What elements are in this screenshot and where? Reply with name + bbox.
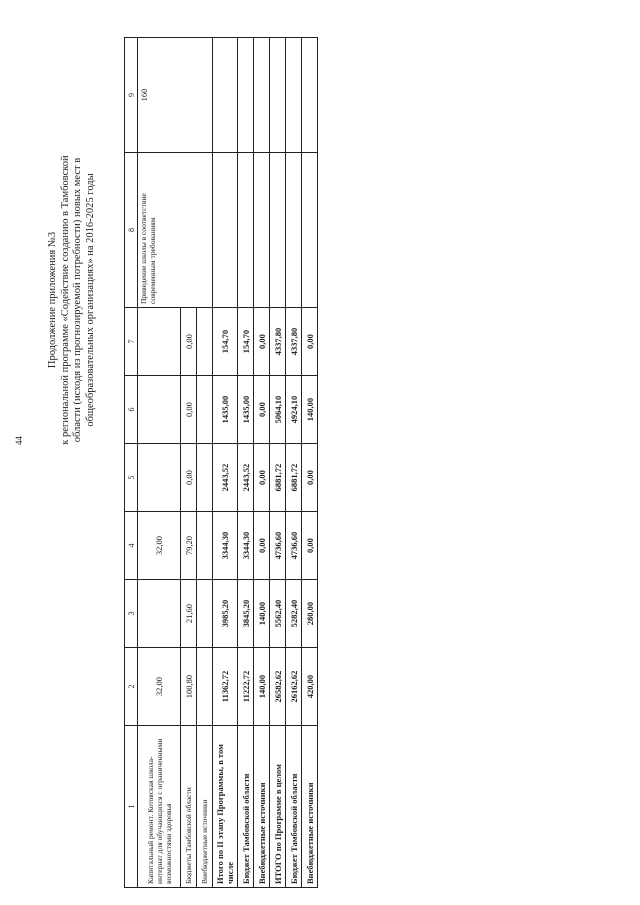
table-cell: 4736,60 — [286, 512, 302, 580]
table-cell: 2443,52 — [238, 444, 254, 512]
row-name: Внебюджетные источники — [254, 726, 270, 888]
column-number: 8 — [125, 153, 138, 308]
table-cell: 4924,10 — [286, 376, 302, 444]
table-cell: 6881,72 — [286, 444, 302, 512]
table-cell: 4736,60 — [270, 512, 286, 580]
table-cell-result: Приведение школы в соответствие современным требованиям — [138, 153, 213, 308]
table-cell — [197, 308, 213, 376]
column-number: 5 — [125, 444, 138, 512]
header-line-1: Продолжение приложения №3 — [47, 231, 58, 369]
column-number: 7 — [125, 308, 138, 376]
page-number: 44 — [14, 436, 24, 445]
table-cell: 0,00 — [302, 512, 318, 580]
table-cell — [302, 38, 318, 153]
table-cell: 11222,72 — [238, 648, 254, 726]
table-cell: 2443,52 — [213, 444, 238, 512]
table-cell: 79,20 — [181, 512, 197, 580]
table-row — [213, 38, 238, 888]
table-cell — [138, 580, 181, 648]
table-cell — [197, 648, 213, 726]
table-cell: 0,00 — [254, 376, 270, 444]
table-cell: 11362,72 — [213, 648, 238, 726]
column-number: 6 — [125, 376, 138, 444]
table-cell: 4337,80 — [286, 308, 302, 376]
table-cell: 154,70 — [213, 308, 238, 376]
row-name: Бюджет Тамбовской области — [286, 726, 302, 888]
table-cell — [270, 38, 286, 153]
table-cell — [254, 153, 270, 308]
table-cell: 100,80 — [181, 648, 197, 726]
table-cell — [286, 38, 302, 153]
table-cell — [238, 38, 254, 153]
table-cell: 4337,80 — [270, 308, 286, 376]
table-cell — [197, 376, 213, 444]
table-row — [302, 38, 318, 888]
table-cell — [213, 38, 238, 153]
table-cell — [213, 153, 238, 308]
table-cell: 6881,72 — [270, 444, 286, 512]
table-cell — [302, 153, 318, 308]
row-name: Бюджет Тамбовской области — [238, 726, 254, 888]
table-cell: 26162,62 — [286, 648, 302, 726]
table-cell: 140,00 — [254, 648, 270, 726]
table-cell: 3845,20 — [238, 580, 254, 648]
table-cell: 1435,00 — [238, 376, 254, 444]
row-name: Бюджеты Тамбовской области — [181, 726, 197, 888]
table-row — [254, 38, 270, 888]
table-cell: 154,70 — [238, 308, 254, 376]
table-row — [270, 38, 286, 888]
table-cell: 21,60 — [181, 580, 197, 648]
row-name: Внебюджетные источники — [302, 726, 318, 888]
table-cell: 0,00 — [302, 308, 318, 376]
table-cell — [270, 153, 286, 308]
row-name: Внебюджетные источники — [197, 726, 213, 888]
table-cell: 0,00 — [254, 444, 270, 512]
table-cell: 140,00 — [302, 376, 318, 444]
table-cell: 32,00 — [138, 648, 181, 726]
table-row — [286, 38, 302, 888]
table-cell: 3344,30 — [213, 512, 238, 580]
table-cell: 32,00 — [138, 512, 181, 580]
table-cell — [197, 580, 213, 648]
table-cell — [254, 38, 270, 153]
table-cell: 140,00 — [254, 580, 270, 648]
header-line-3: области (исходя из прогнозируемой потребности) новых мест в — [72, 157, 83, 443]
column-number: 9 — [125, 38, 138, 153]
table-cell: 0,00 — [254, 308, 270, 376]
program-table-wrapper — [124, 37, 318, 888]
document-header — [47, 30, 97, 570]
table-cell: 5064,10 — [270, 376, 286, 444]
table-cell: 1435,00 — [213, 376, 238, 444]
table-cell — [238, 153, 254, 308]
table-cell: 280,00 — [302, 580, 318, 648]
column-number: 2 — [125, 648, 138, 726]
table-cell: 0,00 — [181, 308, 197, 376]
table-cell-places: 160 — [138, 38, 213, 153]
table-cell: 3344,30 — [238, 512, 254, 580]
table-row — [238, 38, 254, 888]
header-line-2: к региональной программе «Содействие созданию в Тамбовской — [59, 155, 71, 445]
column-number: 3 — [125, 580, 138, 648]
column-number-row — [125, 38, 138, 888]
row-name: Капитальный ремонт. Котовская школа-интернат для обучающихся с ограниченными возможностями здоровья — [138, 726, 181, 888]
table-cell: 420,00 — [302, 648, 318, 726]
table-cell — [197, 444, 213, 512]
table-cell — [286, 153, 302, 308]
table-cell: 0,00 — [254, 512, 270, 580]
table-row — [138, 38, 181, 888]
table-cell: 0,00 — [302, 444, 318, 512]
header-line-4: общеобразовательных организациях» на 2016-2025 годы — [84, 173, 96, 427]
table-cell: 0,00 — [181, 376, 197, 444]
table-cell: 5282,40 — [286, 580, 302, 648]
table-cell: 5562,40 — [270, 580, 286, 648]
column-number: 4 — [125, 512, 138, 580]
table-cell — [138, 444, 181, 512]
table-cell — [138, 376, 181, 444]
table-cell: 26582,62 — [270, 648, 286, 726]
row-name: ИТОГО по Программе в целом — [270, 726, 286, 888]
table-cell: 3985,20 — [213, 580, 238, 648]
table-cell: 0,00 — [181, 444, 197, 512]
table-cell — [138, 308, 181, 376]
program-table — [124, 37, 318, 888]
table-cell — [197, 512, 213, 580]
column-number: 1 — [125, 726, 138, 888]
row-name: Итого по II этапу Программы, в том числе — [213, 726, 238, 888]
